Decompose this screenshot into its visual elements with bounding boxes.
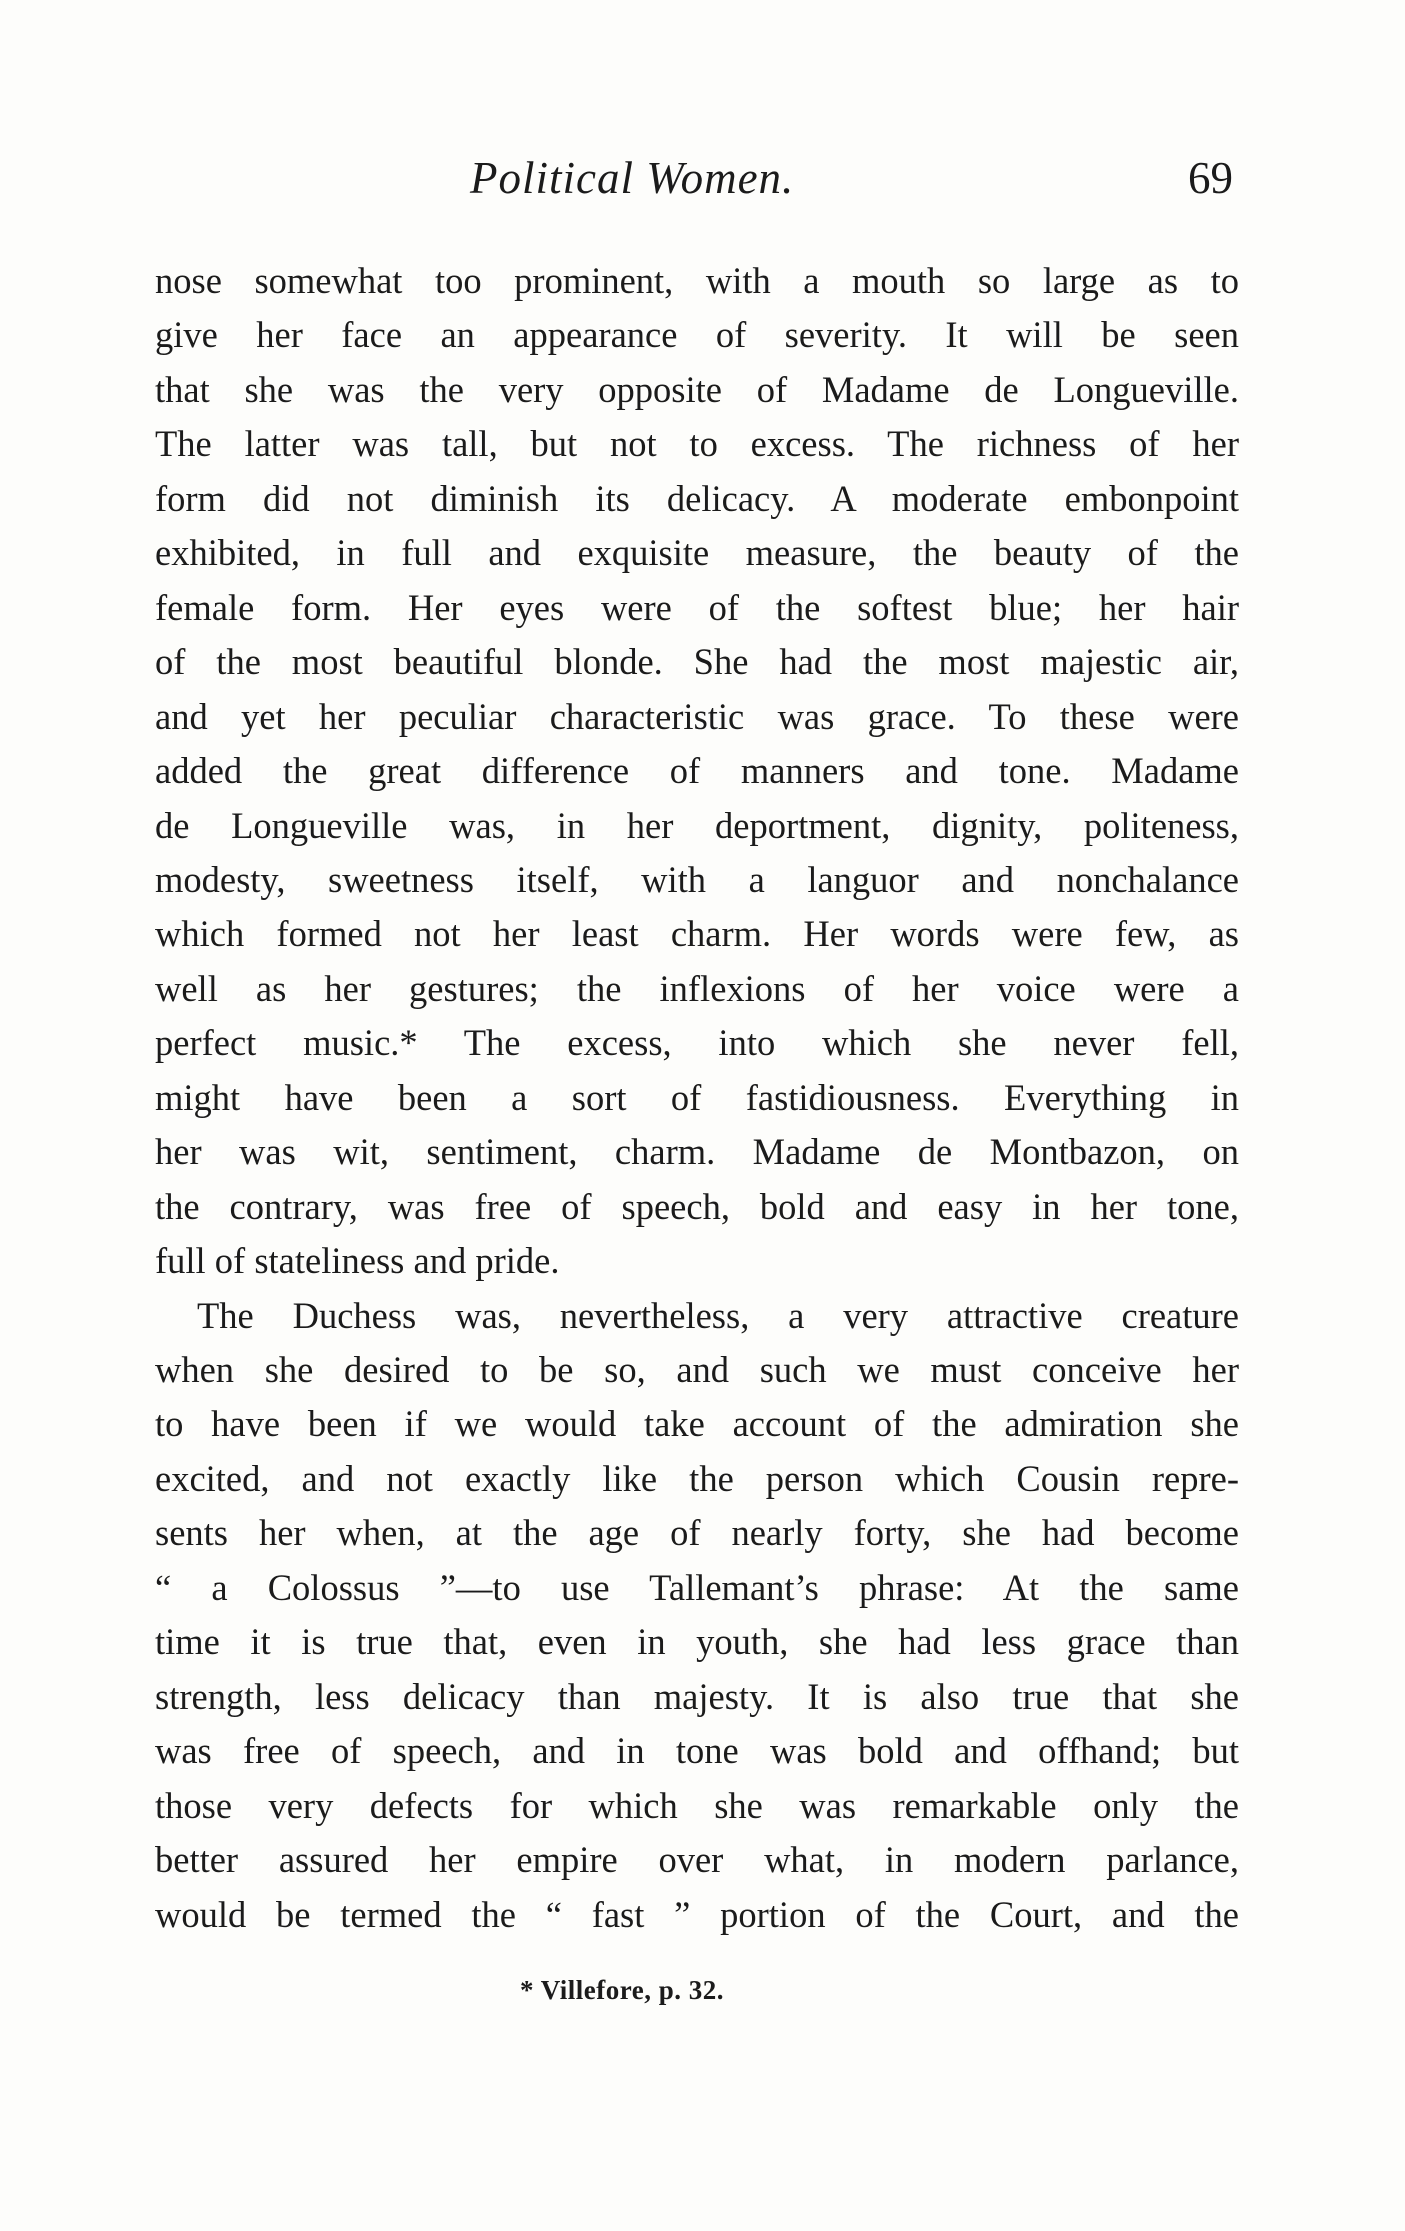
text-line: time it is true that, even in youth, she had less grace than [155,1621,1239,1663]
text-line: “ a Colossus ”—to use Tallemant’s phrase: At the same [155,1566,1239,1608]
text-line: the contrary, was free of speech, bold and easy in her tone, [155,1185,1239,1227]
text-line: those very defects for which she was remarkable only the [155,1784,1239,1826]
text-line: modesty, sweetness itself, with a languor and nonchalance [155,858,1239,900]
text-line: perfect music.* The excess, into which she never fell, [155,1022,1239,1064]
text-line: The latter was tall, but not to excess. The richness of her [155,423,1239,465]
text-line: excited, and not exactly like the person which Cousin repre- [155,1457,1239,1499]
text-line: her was wit, sentiment, charm. Madame de Montbazon, on [155,1131,1239,1173]
text-line: of the most beautiful blonde. She had the most majestic air, [155,641,1239,683]
text-line: nose somewhat too prominent, with a mouth so large as to [155,260,1239,301]
text-line: that she was the very opposite of Madame de Longueville. [155,368,1239,410]
text-line: when she desired to be so, and such we must conceive her [155,1349,1239,1390]
text-line: exhibited, in full and exquisite measure, the beauty of the [155,532,1239,574]
text-line: well as her gestures; the inflexions of her voice were a [155,967,1239,1009]
text-line: to have been if we would take account of the admiration she [155,1403,1239,1445]
text-line: added the great difference of manners and tone. Madame [155,750,1239,792]
page-number: 69 [1188,153,1233,203]
text-line: better assured her empire over what, in modern parlance, [155,1839,1239,1881]
text-line: The Duchess was, nevertheless, a very attractive creature [197,1294,1239,1336]
text-line: full of stateliness and pride. [155,1240,560,1282]
text-line: sents her when, at the age of nearly forty, she had become [155,1512,1239,1554]
running-header-title: Political Women. [470,153,795,203]
text-line: might have been a sort of fastidiousness. Everything in [155,1076,1239,1118]
text-line: which formed not her least charm. Her words were few, as [155,913,1239,955]
text-line: was free of speech, and in tone was bold and offhand; but [155,1730,1239,1772]
text-line: and yet her peculiar characteristic was grace. To these were [155,695,1239,737]
text-line: de Longueville was, in her deportment, dignity, politeness, [155,804,1239,846]
footnote: * Villefore, p. 32. [520,1975,724,2005]
text-line: strength, less delicacy than majesty. It is also true that she [155,1675,1239,1717]
text-line: give her face an appearance of severity. It will be seen [155,314,1239,356]
text-line: form did not diminish its delicacy. A moderate embonpoint [155,477,1239,519]
text-line: would be termed the “ fast ” portion of the Court, and the [155,1893,1239,1935]
text-line: female form. Her eyes were of the softest blue; her hair [155,586,1239,628]
